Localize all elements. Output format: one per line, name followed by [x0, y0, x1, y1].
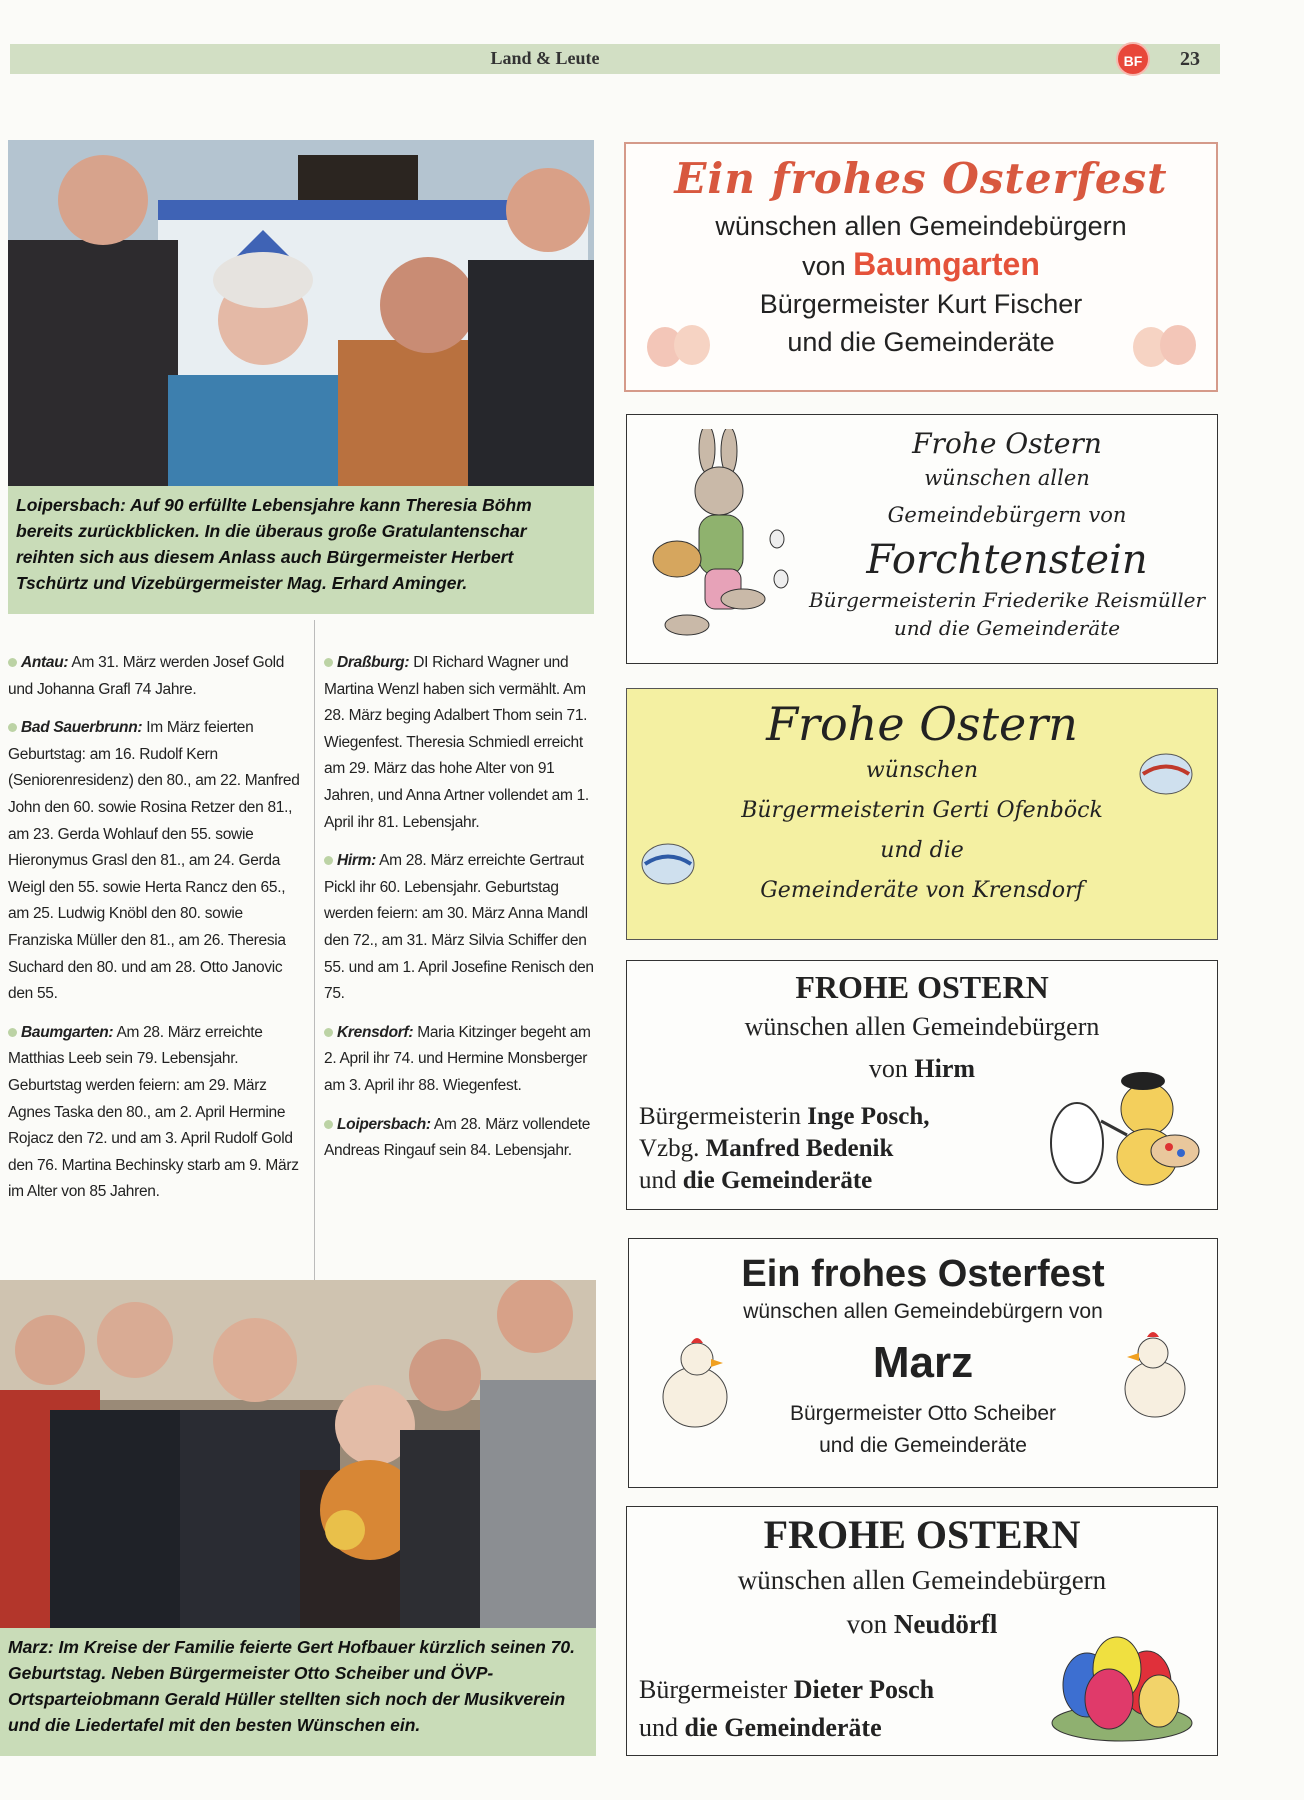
photo-loipersbach-caption: Loipersbach: Auf 90 erfüllte Lebensjahre kann Theresia Böhm bereits zurückblicken. In die überaus große Gratulantenschar reihten sich aus diesem Anlass auch Bürgermeister Herbert Tschürtz und Vizebürgermeister Mag. Erhard Aminger.: [8, 486, 594, 614]
photo-marz-illustration: [0, 1280, 596, 1628]
ad-headline: Ein frohes Osterfest: [674, 154, 1168, 203]
photo-marz-caption: Marz: Im Kreise der Familie feierte Gert Hofbauer kürzlich seinen 70. Geburtstag. Neben Bürgermeister Otto Scheiber und ÖVP-Ortsparteiobmann Gerald Hüller stellten sich noch der Musikverein und die Liedertafel mit den besten Wünschen ein.: [0, 1628, 596, 1756]
article-item: [8, 650, 308, 703]
ad-line: wünschen allen Gemeindebürgern: [737, 1565, 1107, 1595]
article-text: Am 28. März vollendete Andreas Ringauf sein 84. Lebensjahr.: [324, 1115, 591, 1160]
ad-vice-name: Manfred Bedenik: [705, 1135, 894, 1162]
chicken-icon: [1113, 1329, 1199, 1429]
article-column-left: [8, 650, 308, 1218]
ad-neudoerfl: [626, 1506, 1218, 1756]
column-divider: [314, 620, 315, 1280]
photo-marz: [0, 1280, 596, 1628]
photo-loipersbach: [8, 140, 594, 486]
ad-forchtenstein: [626, 414, 1218, 664]
bf-logo: BF: [1116, 42, 1150, 76]
ad-line: Gemeindebürgern von: [887, 503, 1127, 527]
ad-line: und die: [880, 838, 964, 863]
page-number: 23: [1180, 48, 1200, 70]
article-text: Am 31. März werden Josef Gold und Johanna Grafl 74 Jahre.: [8, 654, 285, 698]
ad-mayor: Bürgermeisterin Friederike Reismüller: [808, 588, 1206, 612]
article-item: [324, 848, 598, 1008]
article-item: [324, 1112, 598, 1165]
article-item: [324, 650, 598, 836]
article-place: Baumgarten:: [21, 1023, 114, 1041]
ad-line: wünschen allen: [924, 466, 1090, 490]
ad-headline: FROHE OSTERN: [795, 969, 1049, 1005]
ad-line: wünschen allen Gemeindebürgern von: [743, 1300, 1103, 1323]
article-item: [8, 1020, 308, 1206]
article-text: Am 28. März erreichte Gertraut Pickl ihr 60. Lebensjahr. Geburtstag werden feiern: am 30. März Anna Mandl den 72., am 31. März Silvia Schiffer den 55. und am 1. April Josefine Renisch den 75.: [324, 852, 594, 1003]
ad-mayor-label: Bürgermeisterin: [639, 1103, 801, 1130]
egg-icon: [633, 839, 703, 889]
easter-bunny-icon: [647, 429, 797, 649]
ad-council: und die Gemeinderäte: [819, 1434, 1027, 1457]
article-place: Bad Sauerbrunn:: [21, 719, 143, 737]
ad-line: wünschen allen Gemeindebürgern: [744, 1012, 1100, 1041]
ad-signatories: [639, 1101, 929, 1197]
bullet-icon: [324, 856, 333, 865]
chick-painting-egg-icon: [1035, 1065, 1205, 1195]
chicken-icon: [651, 1333, 737, 1443]
ad-mayor-label: Bürgermeister: [639, 1675, 788, 1704]
ad-mayor: Bürgermeister Kurt Fischer: [759, 289, 1083, 319]
ad-mayor: Bürgermeisterin Gerti Ofenböck: [741, 798, 1103, 823]
eggs-icon: [1126, 319, 1206, 369]
ad-von: von: [846, 1609, 888, 1639]
ad-council: und die Gemeinderäte: [893, 616, 1121, 640]
ad-town: Forchtenstein: [866, 537, 1148, 583]
photo-loipersbach-illustration: [8, 140, 594, 486]
bullet-icon: [8, 658, 17, 667]
ad-headline: Ein frohes Osterfest: [741, 1253, 1105, 1295]
article-item: [324, 1020, 598, 1100]
section-title: Land & Leute: [490, 48, 600, 68]
ad-line: wünschen: [865, 758, 979, 783]
article-place: Draßburg:: [337, 654, 410, 671]
bullet-icon: [8, 723, 17, 732]
ad-krensdorf: [626, 688, 1218, 940]
ad-town: Neudörfl: [893, 1609, 998, 1639]
article-place: Krensdorf:: [337, 1023, 414, 1041]
ad-vice-label: Vzbg.: [639, 1135, 700, 1162]
ad-town: Marz: [872, 1338, 974, 1387]
article-place: Hirm:: [337, 852, 376, 870]
ad-headline: Frohe Ostern: [766, 697, 1078, 751]
ad-von: von: [868, 1054, 908, 1083]
article-text: Im März feierten Geburtstag: am 16. Rudolf Kern (Seniorenresidenz) den 80., am 22. Manfred John den 60. sowie Rosina Retzer den 81., am 23. Gerda Wohlauf den 55. sowie Hieronymus Grasl den 81., am 24. Gerda Weigl den 55. sowie Herta Rancz den 65., am 25. Ludwig Knöbl den 80. sowie Franziska Müller den 81., am 26. Theresia Suchard den 80. und am 28. Otto Janovic den 55.: [8, 719, 300, 1003]
ad-headline: FROHE OSTERN: [763, 1512, 1081, 1557]
article-text: Maria Kitzinger begeht am 2. April ihr 74. und Hermine Monsberger am 3. April ihr 88. Wiegenfest.: [324, 1023, 591, 1094]
ad-town: Hirm: [914, 1054, 976, 1083]
article-text: DI Richard Wagner und Martina Wenzl haben sich vermählt. Am 28. März beging Adalbert Thom sein 71. Wiegenfest. Theresia Schmiedl erreicht am 29. März das hohe Alter von 91 Jahren, und Anna Artner vollendet am 1. April ihr 81. Lebensjahr.: [324, 654, 589, 831]
ad-mayor: Bürgermeister Otto Scheiber: [789, 1402, 1057, 1425]
eggs-icon: [640, 319, 720, 369]
ad-council: die Gemeinderäte: [682, 1167, 873, 1194]
ad-und: und: [639, 1167, 677, 1194]
ad-council: Gemeinderäte von Krensdorf: [760, 878, 1084, 903]
bullet-icon: [324, 658, 333, 667]
ad-baumgarten: [624, 142, 1218, 392]
egg-icon: [1131, 749, 1201, 799]
ad-headline: Frohe Ostern: [912, 427, 1102, 460]
article-place: Antau:: [21, 654, 69, 671]
page-header: [10, 44, 1220, 74]
ad-von: von: [802, 251, 846, 281]
article-column-right: [324, 650, 598, 1177]
ad-marz: [628, 1238, 1218, 1488]
ad-mayor-name: Dieter Posch: [793, 1675, 935, 1704]
ad-hirm: [626, 960, 1218, 1210]
ad-mayor-name: Inge Posch,: [807, 1103, 930, 1130]
article-item: [8, 715, 308, 1008]
ad-line: wünschen allen Gemeindebürgern: [715, 211, 1127, 241]
ad-council: die Gemeinderäte: [684, 1713, 882, 1742]
article-text: Am 28. März erreichte Matthias Leeb sein 79. Lebensjahr. Geburtstag werden feiern: am 29. März Agnes Taska den 80., am 2. April Hermine Rojacz den 72. und am 3. April Rudolf Gold den 76. Martina Bechinsky starb am 9. März im Alter von 85 Jahren.: [8, 1023, 299, 1201]
ad-und: und: [639, 1713, 678, 1742]
bullet-icon: [324, 1120, 333, 1129]
ad-council: und die Gemeinderäte: [787, 327, 1055, 357]
article-place: Loipersbach:: [337, 1115, 431, 1133]
ad-town: Baumgarten: [853, 246, 1040, 282]
bullet-icon: [8, 1028, 17, 1037]
ad-signatories: [639, 1671, 934, 1747]
bullet-icon: [324, 1028, 333, 1037]
easter-eggs-nest-icon: [1047, 1625, 1197, 1745]
